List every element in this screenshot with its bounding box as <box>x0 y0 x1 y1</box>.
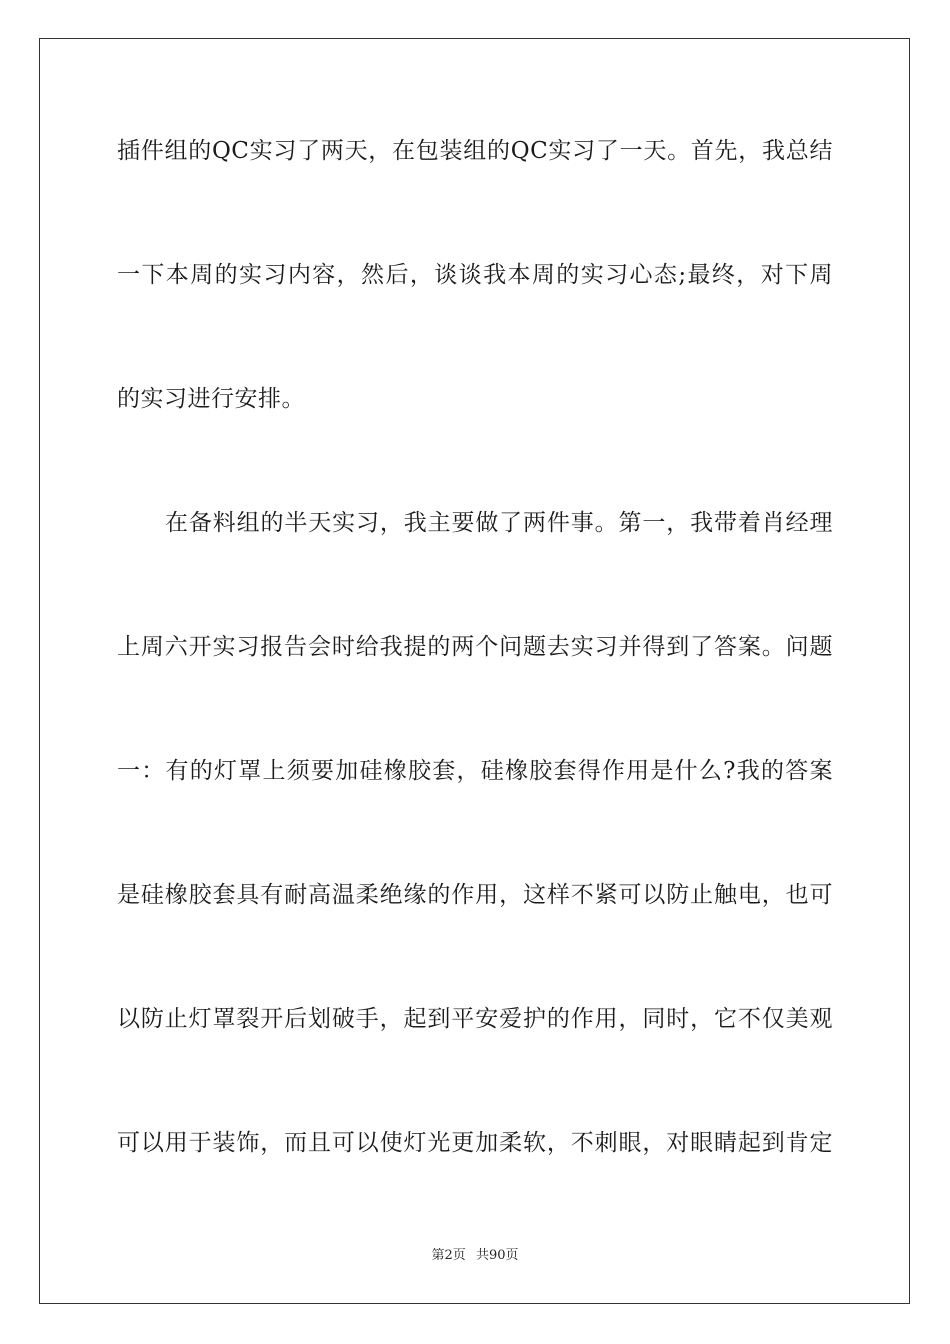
page-border <box>39 38 910 1304</box>
paragraph-line: 一下本周的实习内容，然后，谈谈我本周的实习心态;最终，对下周 <box>117 262 833 288</box>
paragraph-line: 在备料组的半天实习，我主要做了两件事。第一，我带着肖经理 <box>165 510 833 536</box>
page-footer <box>0 1247 950 1265</box>
paragraph-line: 是硅橡胶套具有耐高温柔绝缘的作用，这样不紧可以防止触电，也可 <box>117 882 833 908</box>
paragraph-line: 的实习进行安排。 <box>117 386 305 412</box>
paragraph-line: 可以用于装饰，而且可以使灯光更加柔软，不刺眼，对眼睛起到肯定 <box>117 1130 833 1156</box>
paragraph-line: 一：有的灯罩上须要加硅橡胶套，硅橡胶套得作用是什么?我的答案 <box>117 758 833 784</box>
paragraph-line: 插件组的QC实习了两天，在包装组的QC实习了一天。首先，我总结 <box>117 138 833 164</box>
paragraph-line: 上周六开实习报告会时给我提的两个问题去实习并得到了答案。问题 <box>117 634 833 660</box>
total-pages: 共90页 <box>475 1248 519 1263</box>
paragraph-line: 以防止灯罩裂开后划破手，起到平安爱护的作用，同时，它不仅美观 <box>117 1006 833 1032</box>
page-number: 第2页 <box>431 1248 466 1263</box>
